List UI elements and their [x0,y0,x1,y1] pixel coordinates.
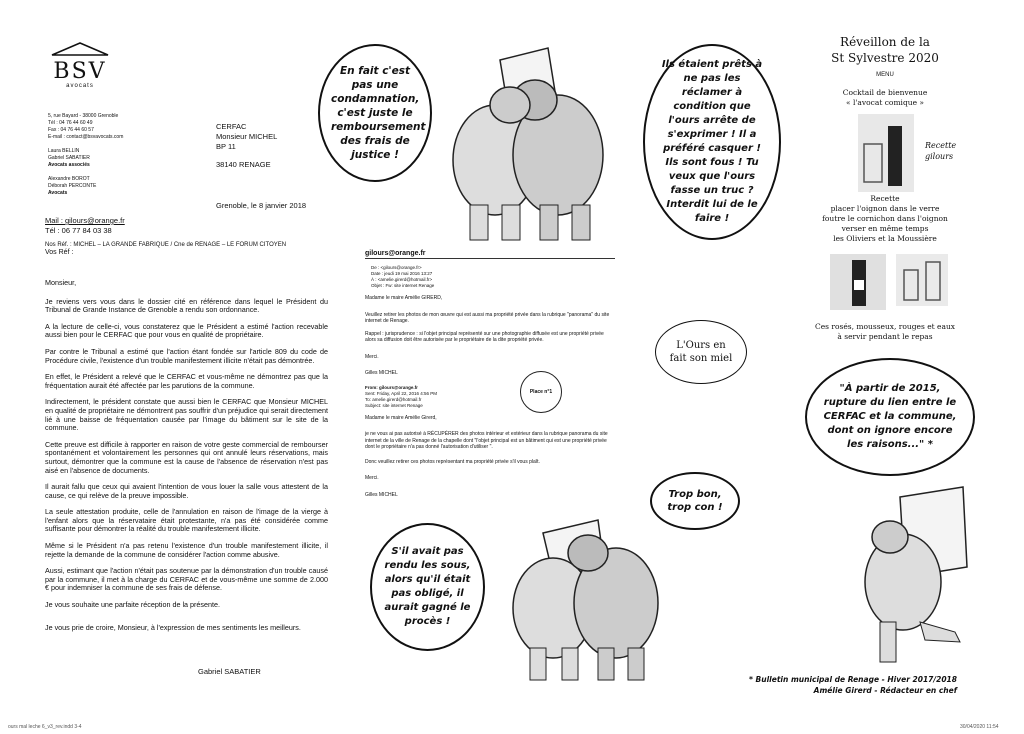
email-paragraph: Rappel : jurisprudence : si l'objet principal représenté sur une photographie diffusée est une propriété privée alors sa diffusion doit être autorisée par le propriétaire de la dite propriété privée. [365,330,604,343]
recette-label [925,140,956,162]
email-meta: De : <gilours@orange.fr> [371,265,422,270]
email-greeting: Madame le maire Amélie Girerd, [365,414,437,421]
menu-item-cocktail [820,88,950,108]
bubble-text: L'Ours en fait son miel [669,340,733,364]
menu-line: à servir pendant le repas [837,332,933,341]
recipient-line: 38140 RENAGE [216,160,271,169]
footnote-line: Amélie Girerd - Rédacteur en chef [813,686,957,695]
email-meta: Date : jeudi 19 mai 2016 13:27 [371,271,433,276]
menu-item-recette [800,194,970,244]
email-signature: Gilles MICHEL [365,491,398,498]
email-meta: Objet : Fw: site internet Renage [371,283,435,288]
menu-title-line: St Sylvestre 2020 [831,51,939,65]
partner-name: Gabriel SABATIER [48,155,90,161]
avocats-label: Avocats [48,190,68,196]
address-line: Fax : 04 76 44 60 57 [48,127,94,133]
salutation: Monsieur, [45,278,77,287]
speech-bubble-2 [643,44,781,240]
footnote-line: * Bulletin municipal de Renage - Hiver 2017/2018 [749,675,957,684]
ref-block [45,241,286,257]
menu-line: les Oliviers et la Moussière [833,234,937,243]
email-paragraph: je ne vous ai pas autorisé à RÉCUPÉRER des photos intérieur et extérieur dans la rubrique panorama du site internet de la ville de Renage de la chapelle dont "l'objet principal est un bâtiment qui est une propriété privée dont le propriétaire n'a pas donné l'autorisation d'utiliser ". [365,431,608,450]
menu-line: Cocktail de bienvenue [842,88,928,97]
logo-roof-icon [50,42,110,56]
recette-line: gilours [925,152,954,161]
address-line: 5, rue Bayard - 38000 Grenoble [48,113,119,119]
email-paragraph: Donc veuillez retirer ces photos représentant ma propriété privée s'il vous plaît. [365,458,540,465]
print-slug-right: 30/04/2020 11:54 [960,724,999,730]
letter-paragraph: Par contre le Tribunal a estimé que l'action étant fondée sur l'article 809 du code de Procédure civile, l'existence d'un trouble manifestement illicite n'était pas démontrée. [45,346,328,365]
menu-line: Recette [870,194,900,203]
menu-item-drinks [800,322,970,342]
bubble-text: Ils étaient prêts à ne pas les réclamer à condition que l'ours arrête de s'exprimer ! Il a préféré casquer ! Ils sont fous ! Tu veux que l'ours fasse un truc ? Interdit lui de le faire ! [661,59,763,224]
logo-subtext: avocats [66,83,94,89]
recipient-line: CERFAC [216,122,247,131]
tel-line: Tél : 06 77 84 03 38 [45,226,112,235]
email-header: gilours@orange.fr [365,250,615,259]
logo-text: BSV [53,59,107,84]
address-line: Tél : 04 76 44 60 49 [48,120,93,126]
letterhead-address [48,113,123,197]
email-fwd-meta: From: gilours@orange.fr [365,384,418,390]
email-printout [365,250,615,504]
avocat-name: Déborah PERCONTE [48,183,97,189]
partner-name: Laura BELLIN [48,148,80,154]
menu-line: « l'avocat comique » [846,98,924,107]
letter-paragraph: Indirectement, le président constate que aussi bien le CERFAC que Monsieur MICHEL en qualité de propriétaire ne démontrent pas souffrir d'un préjudice qui serait directement lié à une baisse de fréquentation causée par l'image du bâtiment sur le site de la commune. [45,397,328,433]
recipient-line: Monsieur MICHEL [216,132,278,141]
menu-title-line: Réveillon de la [840,35,930,49]
letter-paragraph: Cette preuve est difficile à rapporter en raison de votre geste commercial de rembourser spontanément et volontairement les personnes qui ont annulé leurs réservations, mais surtout, démontrer que la commune est la cause de l'absence de réservation n'est pas aisé en l'absence de documents. [45,439,328,475]
speech-bubble-1 [318,44,432,182]
letter-paragraph: Même si le Président n'a pas retenu l'existence d'un trouble manifestement illicite, il rejette la demande de la commune de considérer l'action comme abusive. [45,541,328,559]
email-merci: Merci. [365,353,379,360]
email-signature: Gilles MICHEL [365,370,398,376]
recipient-line: BP 11 [216,142,236,151]
menu-subtitle: MENU [876,72,894,78]
signature: Gabriel SABATIER [198,667,261,676]
menu-title [820,34,950,66]
bear-couple-illustration [440,40,620,245]
letter-paragraph: La seule attestation produite, celle de l'annulation en raison de l'image de la vierge à l'enfant alors que la réservataire était protestante, n'a pas été considérée comme suffisante pour démontrer la réalité du trouble manifestement illicite. [45,507,328,534]
bear-reading-illustration [845,482,975,668]
speech-bubble-4 [805,358,975,476]
mail-line[interactable]: Mail : gilours@orange.fr [45,216,125,225]
partners-label: Avocats associés [48,162,90,168]
nos-ref: Nos Réf. : MICHEL – LA GRANDE FABRIQUE / Cne de RENAGE – LE FORUM CITOYEN [45,242,287,248]
avocat-name: Alexandre BOROT [48,176,90,182]
email-paragraph: Veuillez retirer les photos de mon œuvre qui est aussi ma propriété privée dans la rubrique "panorama" du site internet de Renage. [365,311,610,324]
menu-line: Ces rosés, mousseux, rouges et eaux [814,322,956,331]
vos-ref: Vos Réf : [45,249,74,256]
email-meta: À : <amelie.girerd@hotmail.fr> [371,277,433,282]
letter-paragraph: A la lecture de celle-ci, vous constaterez que le Président a estimé l'action recevable aussi bien pour le CERFAC que pour vous en qualité de propriétaire. [45,321,328,340]
glass-photo [896,254,948,306]
footnote [745,674,957,696]
letter-paragraph: Je vous prie de croire, Monsieur, à l'expression de mes sentiments les meilleurs. [45,622,301,632]
stamp-text: Place n°1 [529,389,553,395]
date-line: Grenoble, le 8 janvier 2018 [216,201,307,210]
bubble-text: En fait c'est pas une condamnation, c'est juste le remboursement des frais de justice ! [331,65,426,161]
speech-bubble-6 [370,523,485,651]
recette-line: Recette [925,141,957,150]
email-merci: Merci. [365,475,379,481]
email-fwd-meta: To: amelie.girerd@hotmail.fr [365,396,422,402]
bubble-text: Trop bon, trop con ! [667,489,723,513]
bear-couple-illustration-bottom [498,498,678,686]
menu-line: verser en même temps [841,224,929,233]
letter-paragraph: Je reviens vers vous dans le dossier cité en référence dans lequel le Président du Tribunal de Grande Instance de Grenoble a rendu son ordonnance. [45,296,328,315]
email-fwd-meta: Subject: site internet Renage [365,402,423,408]
letter-paragraph: Aussi, estimant que l'action n'était pas soutenue par la démonstration d'un trouble causé par la commune, il met à la charge du CERFAC et de vous-même une somme de 2.000 € pour indemniser la commune de ses frais de défense. [45,566,328,593]
stamp-seal [520,371,562,413]
contact-block [45,216,125,236]
letter-paragraph: Je vous souhaite une parfaite réception de la présente. [45,600,221,610]
cocktail-photo [858,114,914,192]
letter-body [45,279,328,640]
letter-paragraph: Il aurait fallu que ceux qui avaient l'intention de vous louer la salle vous attestent de la cause, ce qui relève de la preuve impossible. [45,482,328,500]
bubble-text: S'il avait pas rendu les sous, alors qu'il était pas obligé, il aurait gagné le procès ! [384,546,471,627]
recipient-line [216,152,277,160]
email-fwd-meta: Sent: Friday, April 22, 2016 4:56 PM [365,390,437,396]
email-greeting: Madame le maire Amélie GIRERD, [365,295,443,301]
letter-paragraph: En effet, le Président a relevé que le CERFAC et vous-même ne démontrez pas que la fréquentation aurait été affectée par les parutions de la commune. [45,372,328,390]
address-line: E-mail : contact@bsvavocats.com [48,134,124,140]
letterhead-logo [40,42,120,89]
wine-photo [830,254,886,310]
menu-line: placer l'oignon dans le verre [830,204,940,213]
bubble-text: "À partir de 2015, rupture du lien entre le CERFAC et la commune, dont on ignore encore les raisons..." * [823,383,957,450]
print-slug-left: ours mal leche 6_v3_rev.indd 3-4 [8,724,82,730]
speech-bubble-3 [655,320,747,384]
recipient-block [216,122,277,170]
menu-line: foutre le cornichon dans l'oignon [822,214,948,223]
